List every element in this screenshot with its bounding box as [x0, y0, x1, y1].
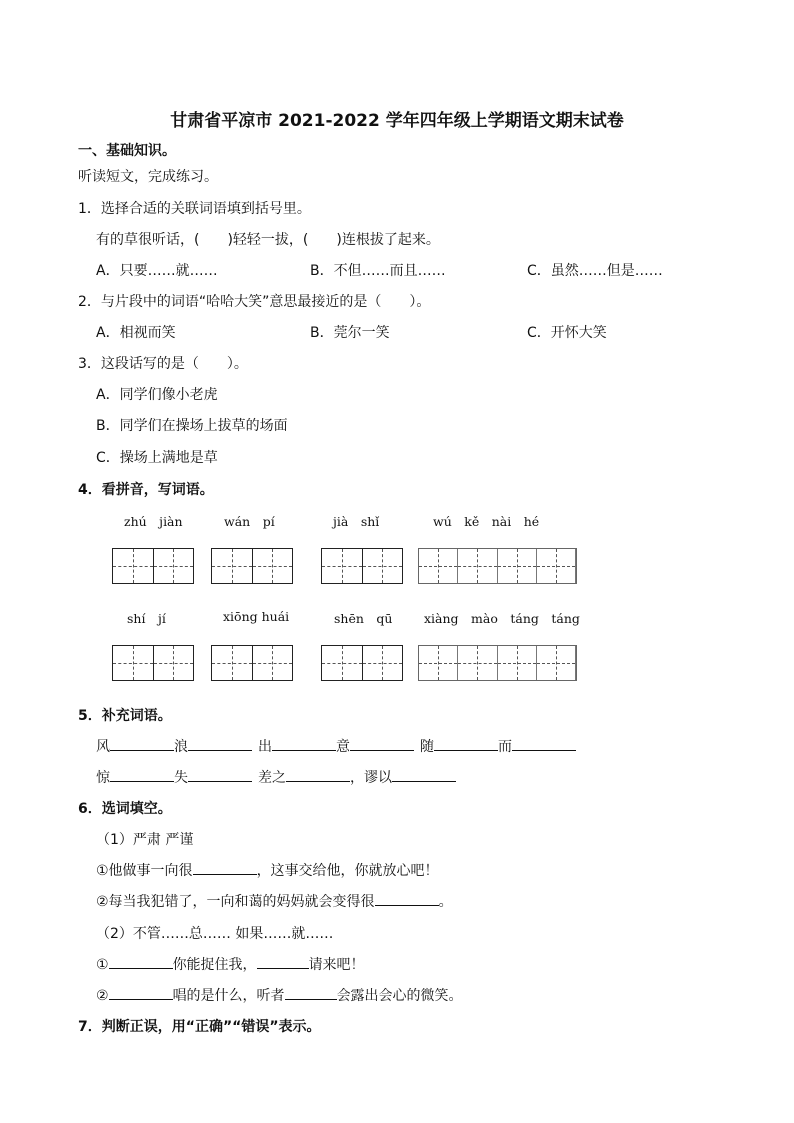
fill-blank[interactable]: [392, 767, 456, 782]
question-2-option-c: C．开怀大笑: [527, 325, 607, 341]
intro-text: 听读短文，完成练习。: [78, 169, 218, 185]
sentence-2b: ② 唱的是什么，听者 会露出会心的微笑。: [96, 985, 463, 1005]
idiom-row-2: [96, 767, 456, 787]
question-3-option-b: B．同学们在操场上拔草的场面: [96, 418, 288, 434]
sub-question-2: （2）不管……总…… 如果……就……: [96, 926, 334, 942]
writing-grid[interactable]: [112, 645, 194, 681]
writing-grid[interactable]: [321, 548, 403, 584]
idiom-char: 失: [174, 770, 188, 786]
question-7-stem: 7．判断正误，用“正确”“错误”表示。: [78, 1019, 321, 1035]
fill-blank[interactable]: [285, 985, 337, 1000]
fill-blank[interactable]: [188, 767, 252, 782]
question-1-sentence: 有的草很听话，( )轻轻一拔，( )连根拔了起来。: [96, 232, 440, 248]
writing-grid[interactable]: [418, 548, 577, 584]
idiom-char: 随: [420, 739, 434, 755]
pinyin-label: xiàng mào táng táng: [424, 611, 580, 626]
fill-blank[interactable]: [193, 860, 257, 875]
pinyin-label: shēn qū: [334, 611, 393, 626]
idiom-char: ，谬以: [350, 770, 392, 786]
sentence-1a: ①他做事一向很 ，这事交给他，你就放心吧！: [96, 860, 439, 880]
idiom-char: 出: [258, 739, 272, 755]
fill-blank[interactable]: [286, 767, 350, 782]
fill-blank[interactable]: [272, 736, 336, 751]
section-heading: 一、基础知识。: [78, 143, 176, 159]
question-1-option-b: B．不但……而且……: [310, 263, 446, 279]
pinyin-label: shí jí: [127, 611, 166, 626]
question-2-option-b: B．莞尔一笑: [310, 325, 390, 341]
page-title: 甘肃省平凉市 2021-2022 学年四年级上学期语文期末试卷: [170, 111, 624, 131]
fill-blank[interactable]: [110, 736, 174, 751]
question-1-stem: 1．选择合适的关联词语填到括号里。: [78, 201, 311, 217]
fill-blank[interactable]: [434, 736, 498, 751]
question-2-option-a: A．相视而笑: [96, 325, 176, 341]
question-4-stem: 4．看拼音，写词语。: [78, 482, 214, 498]
fill-blank[interactable]: [257, 954, 309, 969]
idiom-char: 浪: [174, 739, 188, 755]
writing-grid[interactable]: [112, 548, 194, 584]
idiom-char: 意: [336, 739, 350, 755]
question-1-option-a: A．只要……就……: [96, 263, 218, 279]
writing-grid[interactable]: [418, 645, 577, 681]
writing-grid[interactable]: [321, 645, 403, 681]
idiom-char: 而: [498, 739, 512, 755]
question-2-stem: 2．与片段中的词语“哈哈大笑”意思最接近的是（ ）。: [78, 294, 431, 310]
question-1-option-c: C．虽然……但是……: [527, 263, 663, 279]
pinyin-label: xiōng huái: [223, 609, 290, 624]
fill-blank[interactable]: [512, 736, 576, 751]
pinyin-label: jià shǐ: [333, 514, 380, 529]
pinyin-label: wán pí: [224, 514, 275, 529]
sentence-1b: ②每当我犯错了，一向和蔼的妈妈就会变得很 。: [96, 891, 453, 911]
question-5-stem: 5．补充词语。: [78, 708, 172, 724]
fill-blank[interactable]: [109, 954, 173, 969]
fill-blank[interactable]: [350, 736, 414, 751]
idiom-char: 差之: [258, 770, 286, 786]
question-6-stem: 6．选词填空。: [78, 801, 172, 817]
pinyin-label: wú kě nài hé: [433, 514, 540, 529]
question-3-stem: 3．这段话写的是（ ）。: [78, 356, 248, 372]
question-3-option-a: A．同学们像小老虎: [96, 387, 218, 403]
writing-grid[interactable]: [211, 645, 293, 681]
idiom-char: 风: [96, 739, 110, 755]
sub-question-1: （1）严肃 严谨: [96, 832, 194, 848]
idiom-row-1: [96, 736, 576, 756]
fill-blank[interactable]: [110, 767, 174, 782]
fill-blank[interactable]: [188, 736, 252, 751]
idiom-char: 惊: [96, 770, 110, 786]
fill-blank[interactable]: [375, 891, 439, 906]
writing-grid[interactable]: [211, 548, 293, 584]
sentence-2a: ① 你能捉住我， 请来吧！: [96, 954, 365, 974]
pinyin-label: zhú jiàn: [124, 514, 183, 529]
fill-blank[interactable]: [109, 985, 173, 1000]
question-3-option-c: C．操场上满地是草: [96, 450, 218, 466]
